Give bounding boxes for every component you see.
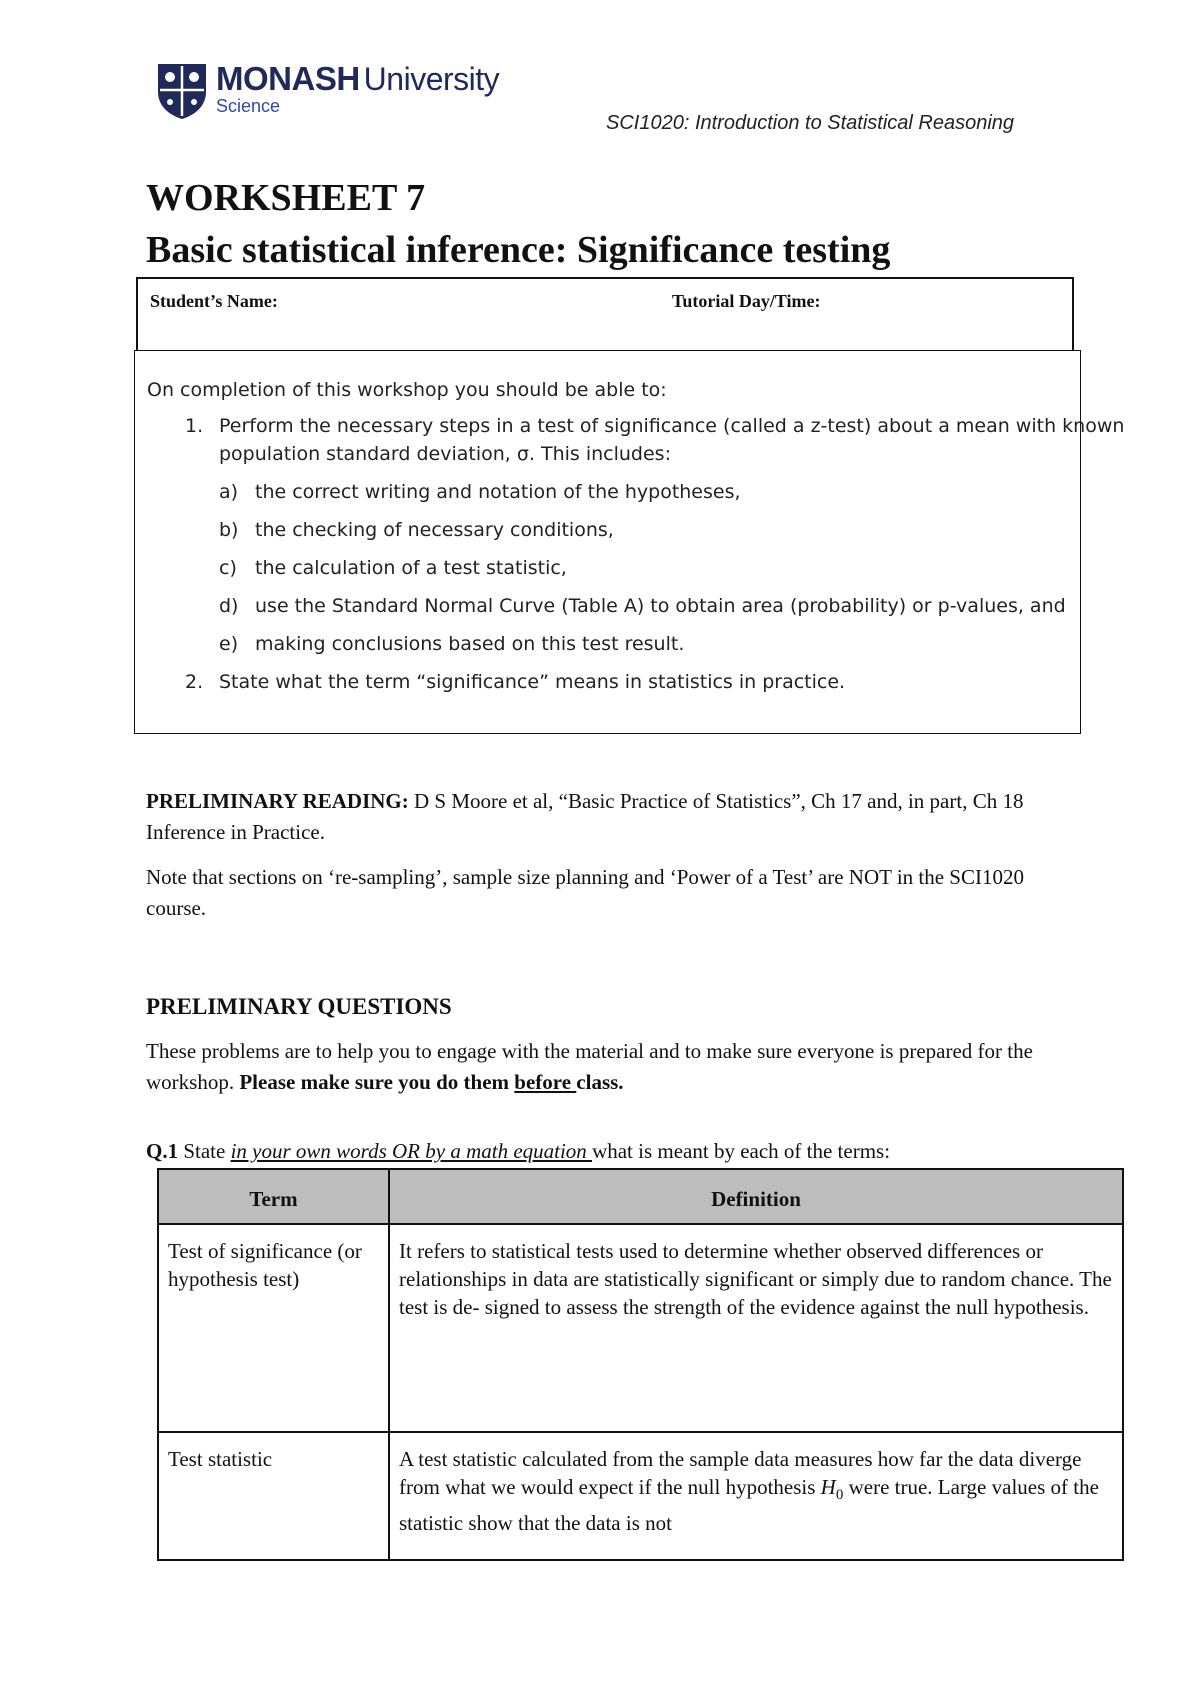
question-number: Q.1: [146, 1139, 179, 1163]
preliminary-reading: [146, 786, 1066, 848]
sub-objective-letter: c): [219, 557, 237, 579]
tutorial-time-label: Tutorial Day/Time:: [672, 291, 821, 311]
worksheet-subtitle: Basic statistical inference: Significance testing: [146, 229, 891, 271]
course-title: SCI1020: Introduction to Statistical Reasoning: [606, 112, 1015, 134]
reading-label: PRELIMINARY READING:: [146, 789, 409, 813]
student-name-label: Student’s Name:: [150, 291, 278, 311]
objective-number: 2.: [185, 671, 204, 693]
objectives-intro: On completion of this workshop you should be able to:: [147, 379, 667, 401]
logo-faculty: Science: [216, 96, 281, 116]
sub-objective-text: making conclusions based on this test result.: [255, 633, 685, 655]
objective-text: State what the term “significance” means in statistics in practice.: [219, 671, 846, 693]
learning-objectives-box: [134, 350, 1125, 734]
crest-icon: [156, 62, 208, 120]
objective-text: population standard deviation, σ. This includes:: [219, 443, 671, 465]
objective-number: 1.: [185, 415, 204, 437]
sub-objective-text: the correct writing and notation of the hypotheses,: [255, 481, 741, 503]
table-header-row: [158, 1169, 1123, 1224]
column-header-term: Term: [158, 1169, 389, 1224]
worksheet-title: WORKSHEET 7: [146, 177, 426, 219]
definition-cell: A test statistic calculated from the sample data measures how far the data diverge from what we would expect if the null hypothesis $H_0$ were true. Large values of the statistic show that the data is not: [389, 1432, 1123, 1560]
table-row: [158, 1432, 1123, 1560]
sub-objective-text: use the Standard Normal Curve (Table A) to obtain area (probability) or p-values, and: [255, 595, 1066, 617]
sub-objective-letter: e): [219, 633, 239, 655]
objective-text: Perform the necessary steps in a test of significance (called a z-test) about a mean with known: [219, 415, 1125, 437]
sub-objective-letter: d): [219, 595, 239, 617]
definition-cell: It refers to statistical tests used to determine whether observed differences or relationships in data are statistically significant or simply due to random chance. The test is de- signed to assess the strength of the evidence against the null hypothesis.: [389, 1224, 1123, 1432]
definitions-table: [157, 1168, 1124, 1561]
questions-intro: These problems are to help you to engage with the material and to make sure everyone is prepared for the workshop. Please make sure you do them before class.: [146, 1039, 1033, 1094]
column-header-definition: Definition: [389, 1169, 1123, 1224]
sub-objective-letter: b): [219, 519, 239, 541]
monash-logo: [156, 60, 516, 124]
reading-text: D S Moore et al, “Basic Practice of Statistics”, Ch 17 and, in part, Ch 18 Inference in Practice.: [146, 789, 1024, 844]
term-cell: Test of significance (or hypothesis test): [158, 1224, 389, 1432]
reading-note: Note that sections on ‘re-sampling’, sample size planning and ‘Power of a Test’ are NOT in the SCI1020 course.: [146, 865, 1024, 920]
student-info-box: [136, 277, 1074, 350]
question-1: Q.1 State in your own words OR by a math equation what is meant by each of the terms:: [146, 1139, 891, 1163]
sub-objective-text: the checking of necessary conditions,: [255, 519, 614, 541]
term-cell: Test statistic: [158, 1432, 389, 1560]
preliminary-questions-heading: PRELIMINARY QUESTIONS: [146, 994, 452, 1019]
table-row: [158, 1224, 1123, 1432]
sub-objective-text: the calculation of a test statistic,: [255, 557, 567, 579]
logo-wordmark: MONASH University: [216, 60, 500, 97]
sub-objective-letter: a): [219, 481, 239, 503]
